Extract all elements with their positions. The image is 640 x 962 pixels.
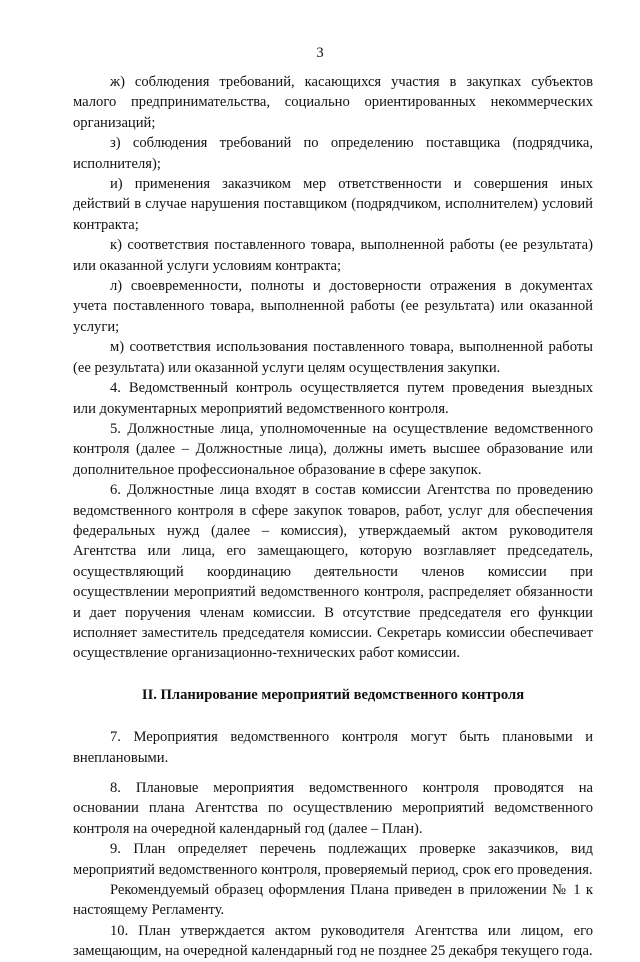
document-body (73, 72, 593, 962)
section-heading: II. Планирование мероприятий ведомственного контроля (141, 686, 525, 703)
paragraph-10: 10. План утверждается актом руководителя Агентства или лицом, его замещающим, на очередной календарный год не позднее 25 декабря текущего года. (73, 922, 593, 960)
paragraph-m: м) соответствия использования поставленного товара, выполненной работы (ее результата) или оказанной услуги целям осуществления закупки. (73, 339, 593, 376)
paragraph-l: л) своевременности, полноты и достоверности отражения в документах учета поставленного товара, выполненной работы (ее результата) или оказанной услуги; (73, 278, 593, 335)
paragraph-8: 8. Плановые мероприятия ведомственного контроля проводятся на основании плана Агентства по осуществлению мероприятий ведомственного контроля на очередной календарный год (далее – План). (73, 780, 593, 837)
paragraph-k: к) соответствия поставленного товара, выполненной работы (ее результата) или оказанной услуги условиям контракта; (73, 237, 593, 274)
paragraph-recommended-form: Рекомендуемый образец оформления Плана приведен в приложении № 1 к настоящему Регламенту. (73, 882, 593, 919)
paragraph-9: 9. План определяет перечень подлежащих проверке заказчиков, вид мероприятий ведомственного контроля, проверяемый период, срок его проведения. (73, 841, 593, 878)
paragraph-z: з) соблюдения требований по определению поставщика (подрядчика, исполнителя); (73, 135, 593, 172)
spacer (73, 768, 593, 778)
paragraph-zh: ж) соблюдения требований, касающихся участия в закупках субъектов малого предпринимательства, социально ориентированных некоммерческих организаций; (73, 74, 593, 131)
paragraph-4: 4. Ведомственный контроль осуществляется путем проведения выездных или документарных мероприятий ведомственного контроля. (73, 380, 593, 417)
page-number: 3 (316, 45, 324, 61)
paragraph-7: 7. Мероприятия ведомственного контроля могут быть плановыми и внеплановыми. (73, 729, 593, 766)
paragraph-5: 5. Должностные лица, уполномоченные на осуществление ведомственного контроля (далее – Должностные лица), должны иметь высшее образование или дополнительное профессиональное образование в сфере закупок. (73, 420, 593, 478)
paragraph-i: и) применения заказчиком мер ответственности и совершения иных действий в случае нарушения поставщиком (подрядчиком, исполнителем) условий контракта; (73, 176, 593, 233)
paragraph-6: 6. Должностные лица входят в состав комиссии Агентства по проведению ведомственного контроля в сфере закупок товаров, работ, услуг для обеспечения федеральных нужд (далее – комиссия), утверждаемый актом руководителя Агентства или лица, его замещающего, которую возглавляет председатель, осуществляющий координацию деятельности членов комиссии при осуществлении мероприятий ведомственного контроля, распределяет обязанности и дает поручения членам комиссии. В отсутствие председателя его функции исполняет заместитель председателя комиссии. Секретарь комиссии обеспечивает осуществление организационно-технических работ комиссии. (73, 482, 593, 662)
